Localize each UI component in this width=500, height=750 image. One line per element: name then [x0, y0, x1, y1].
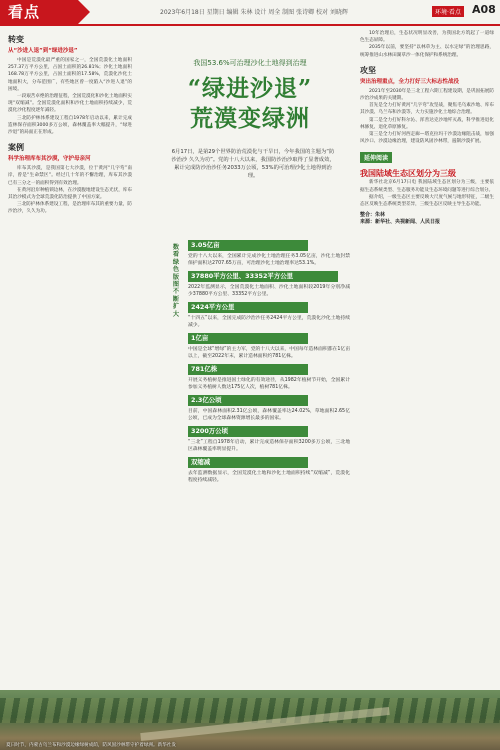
right-section-subtitle: 突出治理重点，全力打好三大标志性战役 [360, 78, 460, 85]
side-label-char: 大 [172, 310, 180, 318]
timeline-text: “三北”工程自1978年启动，累计完成造林保存面积3200多万公顷，三北地区森林覆盖率明显提升。 [188, 440, 350, 452]
right-paragraph: 首先是全力打好黄河“几字弯”攻坚战，聚焦毛乌素沙地、库布其沙漠、乌兰布和沙漠等，大力实施沙化土地综合治理。 [360, 103, 494, 116]
news-paragraph: 新华社北京6月17日电 我国陆域生态区划分为三级，主要依据生态系统类型、生态服务功能及生态环境问题等进行综合划分。 [360, 180, 494, 193]
timeline-text: 党的十八大以来，全国累计完成沙化土地治理任务3.05亿亩，沙化土地封禁保护面积达2707.65万亩，可治理沙化土地治理率达53.1%。 [188, 254, 350, 266]
right-column [360, 30, 494, 690]
timeline-label: 1亿亩 [188, 333, 308, 344]
case-paragraph: 三北防护林体系建设工程，是治理库布其的重要力量，防沙治沙，久久为功。 [8, 202, 132, 215]
tree-ridge [0, 698, 500, 723]
left-paragraph: 中国是荒漠化最严重的国家之一，全国荒漠化土地面积257.37万平方公里，占国土面积的26.81%；沙化土地面积168.78万平方公里，占国土面积的17.58%，荒漠化沙化土地面积大，分布范围广，有些地区曾一度陷入“沙进人退”的困境。 [8, 58, 132, 92]
vertical-side-label [170, 244, 182, 318]
timeline-item [188, 240, 352, 267]
left-paragraph: 三北防护林体系建设工程自1978年启动以来，累计完成造林保存面积3000多万公顷，森林覆盖率大幅提升，“绿进沙退”的局面正在形成。 [8, 115, 132, 136]
right-paragraph: 第二是全力打好科尔沁、浑善达克沙地歼灭战，科学推进退化林修复、退化草原修复。 [360, 117, 494, 130]
page-number: A08 [472, 3, 496, 16]
news-paragraph: 据介绍，一级生态区主要反映大尺度气候与地形特征，二级生态区反映生态系统类型差异，三级生态区反映主导生态功能。 [360, 194, 494, 208]
timeline-label: 2.3亿公顷 [188, 395, 308, 406]
side-label-char: 色 [172, 266, 180, 274]
side-label-char: 数 [172, 244, 180, 251]
right-paragraph: 10年治理后，生态状况明显改善，为我国北方筑起了一道绿色生态屏障。 [360, 31, 494, 44]
side-label-char: 断 [172, 295, 180, 303]
timeline-item [188, 426, 352, 453]
case-title: 案例 [8, 143, 24, 153]
timeline-label: 2424平方公里 [188, 302, 308, 313]
source-credit: 来源：新华社、央视新闻、人民日报 [360, 219, 441, 226]
timeline-text: “十四五”以来，全国完成防沙治沙任务2424平方公里，荒漠化沙化土地持续减少。 [188, 316, 350, 328]
case-subtitle: 科学治理库布其沙漠，守护母亲河 [8, 156, 91, 163]
header-rule [0, 24, 500, 26]
timeline-label: 3.05亿亩 [188, 240, 308, 251]
landscape-photo [0, 690, 500, 750]
left-paragraph: 一段艰苦卓绝的治理征程，全国荒漠化和沙化土地面积实现“双缩减”。全国荒漠化面积和沙化土地面积持续减少，荒漠化沙化程度逐年减轻。 [8, 94, 132, 114]
right-paragraph: 2035年以前，要坚持“以林草为主、以水定绿”的治理思路，统筹推进山水林田湖草沙一体化保护和系统治理。 [360, 45, 494, 58]
page-header [0, 0, 500, 24]
right-section-title: 攻坚 [360, 65, 376, 75]
date-line: 2023年6月18日 星期日 编辑 朱林 设计 周全 制图 张诗卿 校对 刘晓辉 [160, 9, 348, 16]
case-paragraph: 库布其沙漠，是我国第七大沙漠，位于黄河“几字弯”南岸，曾是“生命禁区”。经过几十年的不懈治理，库布其沙漠已有三分之一的面积得到有效治理。 [8, 166, 132, 186]
right-paragraph: 第三是全力打好河西走廊—塔克拉玛干沙漠边缘阻击战，加强风沙口、沙漠边缘治理，建设防风固沙林带，遏制沙漠扩展。 [360, 132, 494, 145]
side-label-char: 看 [172, 251, 180, 259]
timeline-item [188, 395, 352, 422]
extended-reading-label: 延伸阅读 [360, 152, 392, 163]
side-label-char: 图 [172, 281, 180, 289]
left-section-title: 转变 [8, 35, 24, 44]
headline-line-2: 荒漠变绿洲 [190, 105, 310, 132]
left-section-subtitle: 从“沙进人退”到“绿进沙退” [8, 48, 78, 54]
editor-credit: 整合：朱林 [360, 212, 386, 219]
timeline-text: 中国是全球“增绿”的主力军，党的十八大以来，中国每年造林面积都在1亿亩以上，截至2022年末，累计造林面积约781亿株。 [188, 347, 350, 359]
data-timeline [188, 240, 352, 488]
timeline-text: 目前，中国森林面积2.31亿公顷，森林覆盖率达24.02%，草地面积2.65亿公顷，已成为全球森林资源增长最多的国家。 [188, 409, 350, 421]
right-paragraph: 2021年至2030年是三北工程六期工程建设期，是巩固拓展防沙治沙成果的关键期。 [360, 88, 494, 102]
timeline-item [188, 457, 352, 484]
side-label-char: 绿 [172, 258, 180, 266]
timeline-item [188, 333, 352, 360]
side-label-char: 扩 [172, 303, 180, 311]
timeline-text: 2022年监测显示，全国荒漠化土地面积、沙化土地面积较2019年分别净减少37880平方公里、33352平方公里。 [188, 285, 350, 297]
timeline-label: 37880平方公里、33352平方公里 [188, 271, 338, 282]
kicker: 我国53.6%可治理沙化土地得到治理 [193, 59, 307, 67]
left-column [8, 30, 132, 730]
main-feature [140, 30, 352, 690]
timeline-item [188, 302, 352, 329]
timeline-text: 去年监测数据显示，全国荒漠化土地和沙化土地面积持续“双缩减”，荒漠化程度持续减轻。 [188, 471, 350, 483]
edition-badge: 环境·看点 [432, 6, 464, 17]
case-paragraph: 在黄河沿岸种植锁边林，在沙漠腹地建设生态光伏，库布其治沙模式为全球荒漠化防治提供了中国方案。 [8, 187, 132, 201]
timeline-label: 双缩减 [188, 457, 308, 468]
timeline-label: 781亿株 [188, 364, 308, 375]
headline-line-1: “绿进沙退” [187, 75, 313, 102]
timeline-item [188, 364, 352, 391]
news-title: 我国陆域生态区划分为三级 [360, 169, 456, 179]
side-label-char: 版 [172, 273, 180, 281]
timeline-label: 3200万公顷 [188, 426, 308, 437]
timeline-text: 开展义务植树是推进国土绿化的有效途径，从1982年植树节开始，全国累计参加义务植树人数达175亿人次，植树781亿株。 [188, 378, 350, 390]
side-label-char: 不 [172, 288, 180, 296]
headline [150, 74, 350, 134]
timeline-item [188, 271, 352, 298]
section-tag: 看点 [0, 0, 78, 24]
lede: 6月17日，是第29个世界防治荒漠化与干旱日，今年我国的主题为“防沙治沙 久久为功”。党的十八大以来，我国防沙治沙取得了显著成效，累计完成防沙治沙任务2033万公顷，53%的可治理沙化土地得到治理。 [171, 149, 335, 179]
photo-caption: 夏日时节，内蒙古乌兰布和沙漠边缘绿树成荫，防风固沙林带守护着绿洲。新华社发 [6, 743, 176, 748]
